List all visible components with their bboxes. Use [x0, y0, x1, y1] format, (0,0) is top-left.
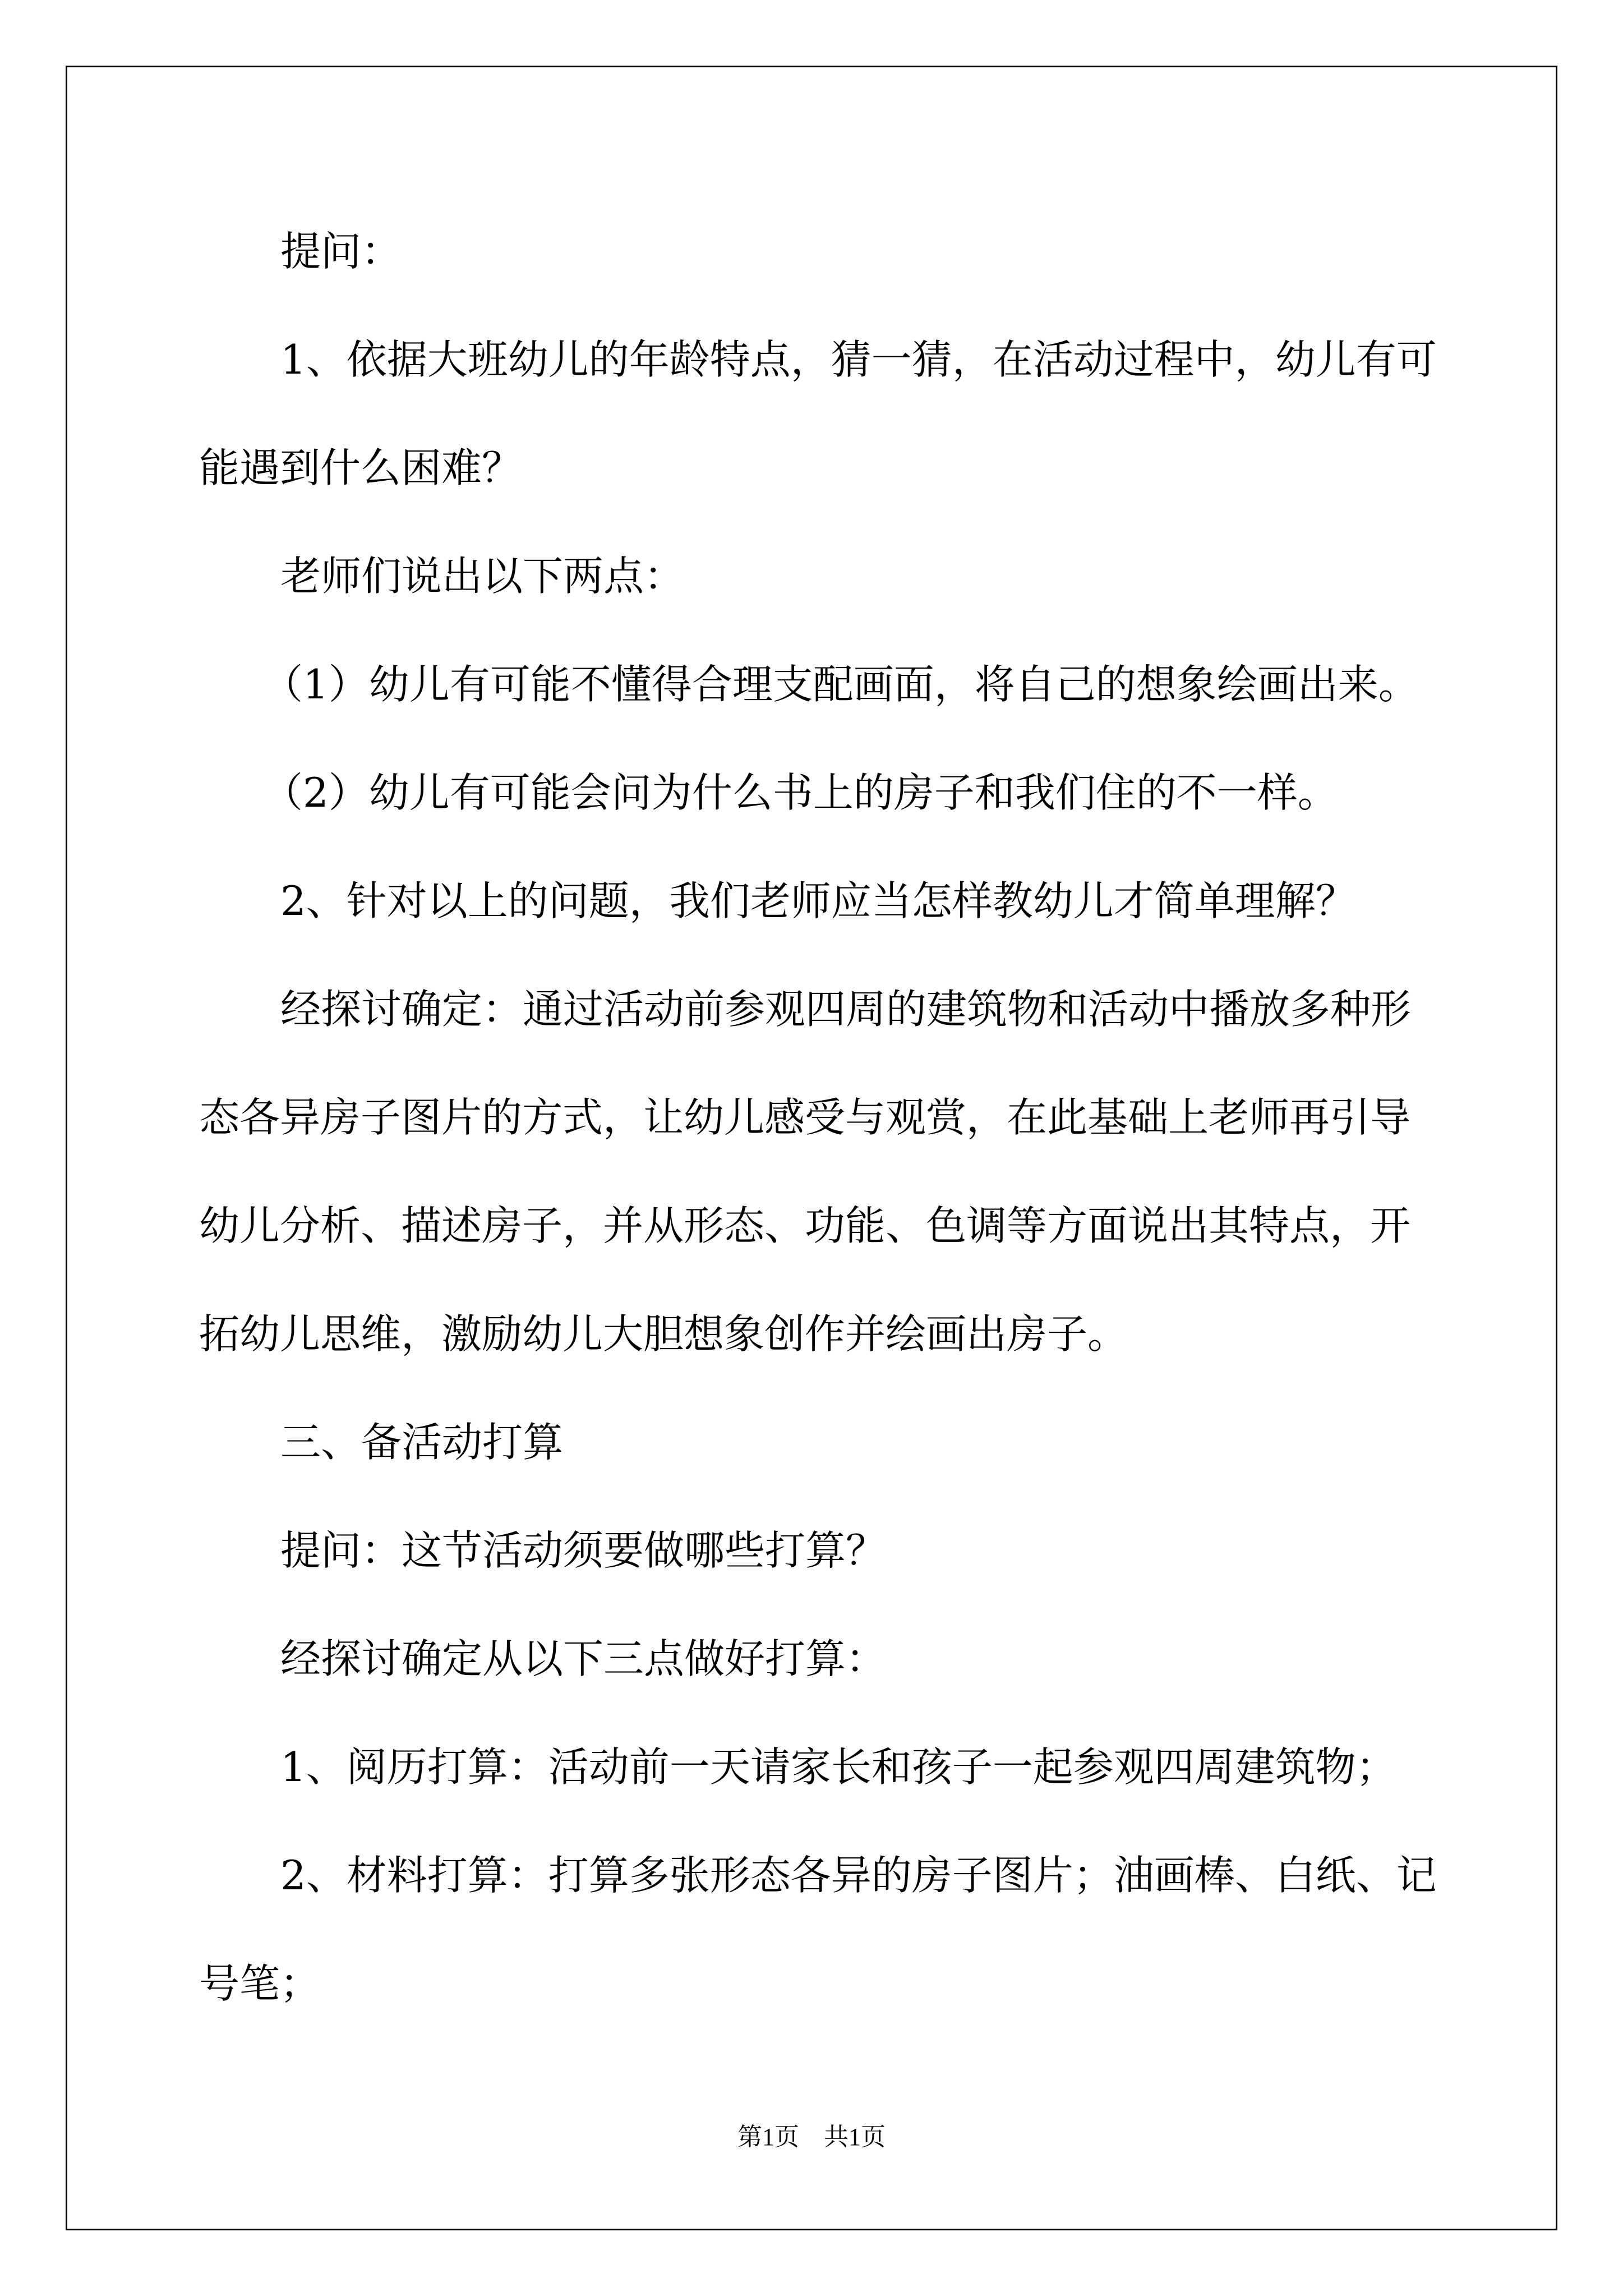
page-border	[66, 66, 1557, 2230]
text-line-question-2: 提问：这节活动须要做哪些打算？	[280, 1527, 887, 1574]
text-line-point-1: （1）幼儿有可能不懂得合理支配画面，将自己的想象绘画出来。	[262, 661, 1419, 708]
text-line-prep-1: 1、阅历打算：活动前一天请家长和孩子一起参观四周建筑物；	[280, 1743, 1396, 1791]
text-line-discussion-3: 幼儿分析、描述房子，并从形态、功能、色调等方面说出其特点，开	[199, 1202, 1411, 1249]
text-line-discussion-1: 经探讨确定：通过活动前参观四周的建筑物和活动中播放多种形	[280, 986, 1412, 1033]
text-line-item-1-cont: 能遇到什么困难？	[199, 444, 523, 491]
text-line-point-2: （2）幼儿有可能会问为什么书上的房子和我们住的不一样。	[262, 769, 1338, 816]
page-footer: 第1页 共1页	[737, 2123, 886, 2151]
text-line-item-1: 1、依据大班幼儿的年龄特点，猜一猜，在活动过程中，幼儿有可	[280, 336, 1437, 383]
text-line-prep-intro: 经探讨确定从以下三点做好打算：	[280, 1635, 887, 1682]
text-line-discussion-4: 拓幼儿思维，激励幼儿大胆想象创作并绘画出房子。	[199, 1310, 1128, 1358]
text-line-question-heading: 提问：	[280, 228, 402, 275]
text-line-discussion-2: 态各异房子图片的方式，让幼儿感受与观赏，在此基础上老师再引导	[199, 1094, 1411, 1141]
text-line-teachers-said: 老师们说出以下两点：	[280, 553, 685, 600]
text-line-prep-2-cont: 号笔；	[199, 1960, 321, 2007]
text-line-item-2: 2、针对以上的问题，我们老师应当怎样教幼儿才简单理解？	[280, 877, 1356, 924]
text-line-section-3-heading: 三、备活动打算	[280, 1419, 564, 1466]
text-line-prep-2: 2、材料打算：打算多张形态各异的房子图片；油画棒、白纸、记	[280, 1852, 1437, 1899]
